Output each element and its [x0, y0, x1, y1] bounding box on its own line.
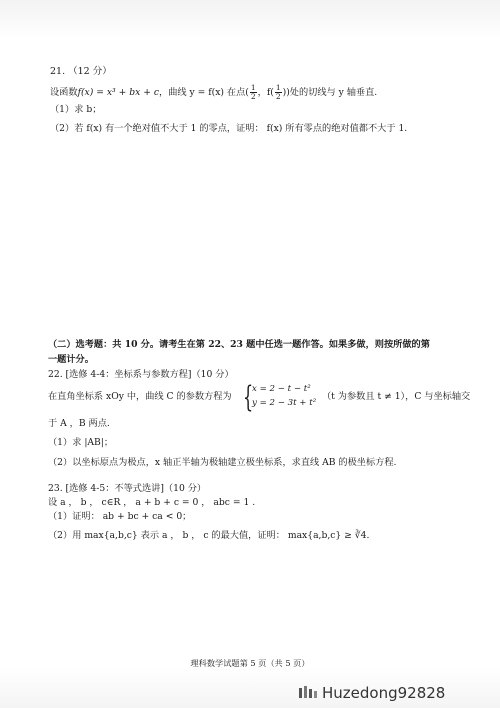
q21-stem-pre: 设函数 [50, 87, 78, 98]
q23-stem: 设 a ， b ， c∈R ， a + b + c = 0 ， abc = 1 . [48, 497, 256, 508]
q22-parametric-system [243, 380, 318, 414]
q22-eq-y: y = 2 − 3t + t² [252, 398, 317, 408]
watermark-logo-icon [298, 685, 318, 701]
q22-eq-x: x = 2 − t − t² [252, 384, 311, 394]
q22-stem-post: （t 为参数且 t ≠ 1），C 与坐标轴交 [322, 391, 471, 402]
q23-header: 23. [选修 4-5：不等式选讲]（10 分） [48, 483, 207, 494]
q21-part2: （2）若 f(x) 有一个绝对值不大于 1 的零点，证明： f(x) 所有零点的绝对值都不大于 1. [50, 123, 408, 134]
brace-symbol: { [243, 380, 254, 414]
q21-stem-func: f(x) = x³ + bx + c [77, 87, 160, 98]
q21-stem-mid: ，曲线 y = f(x) 在点( [159, 87, 249, 98]
q23-part2: （2）用 max{a,b,c} 表示 a ， b ， c 的最大值，证明： max{a,b,c} ≥ ∛4. [48, 530, 370, 541]
q23-part1: （1）证明： ab + bc + ca < 0； [48, 511, 192, 522]
q22-stem-line2: 于 A ，B 两点. [48, 418, 110, 429]
q21-stem-mid2: ，f( [257, 87, 274, 98]
q22-header: 22. [选修 4-4：坐标系与参数方程]（10 分） [48, 369, 234, 380]
q22-part1: （1）求 |AB|； [48, 437, 114, 448]
q21-part1: （1）求 b； [50, 104, 102, 115]
q21-fraction-a: $\frac{1}{2}$ [250, 83, 256, 101]
q21-header: 21. （12 分） [50, 66, 112, 77]
q21-stem [50, 84, 377, 101]
q22-part2: （2）以坐标原点为极点，x 轴正半轴为极轴建立极坐标系，求直线 AB 的极坐标方程. [48, 457, 397, 468]
q21-stem-post: ))处的切线与 y 轴垂直. [282, 87, 378, 98]
section-heading-line1: （二）选考题：共 10 分。请考生在第 22、23 题中任选一题作答。如果多做，则按所做的第 [48, 339, 430, 350]
page-footer: 理科数学试题第 5 页（共 5 页） [190, 658, 310, 668]
q22-stem-pre: 在直角坐标系 xOy 中，曲线 C 的参数方程为 [48, 391, 232, 402]
section-heading-line2: 一题计分。 [48, 354, 94, 365]
q21-fraction-b: $\frac{1}{2}$ [275, 83, 281, 101]
watermark-text: Huzedong92828 [322, 684, 446, 702]
